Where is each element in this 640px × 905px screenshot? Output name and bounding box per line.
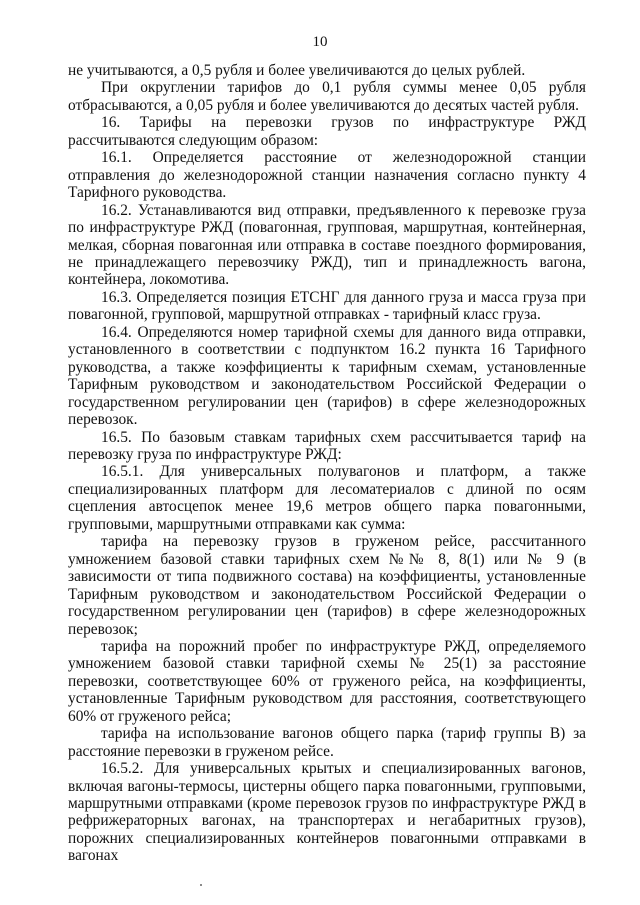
paragraph: не учитываются, а 0,5 рубля и более увеличиваются до целых рублей. bbox=[68, 62, 526, 79]
page-number: 10 bbox=[312, 34, 328, 50]
paragraph: тарифа на порожний пробег по инфраструктуре РЖД, определяемого умножением базовой ставки тарифной схемы № 25(1) за расстояние перевозки, соответствующее 60% от груженого рейса, на коэффициенты, установленные Тарифным руководством для расстояния, соответствующего 60% от груженого рейса; bbox=[68, 637, 586, 725]
paragraph: тарифа на использование вагонов общего парка (тариф группы В) за расстояние перевозки в груженом рейсе. bbox=[68, 725, 586, 760]
paragraph: 16. Тарифы на перевозки грузов по инфраструктуре РЖД рассчитываются следующим образом: bbox=[68, 114, 586, 149]
paragraph: 16.5.2. Для универсальных крытых и специализированных вагонов, включая вагоны-термосы, цистерны общего парка повагонными, групповыми, маршрутными отправками (кроме перевозок грузов по инфраструктуре РЖД в рефрижераторных вагонах, на транспортерах и негабаритных грузов), порожних специализированных контейнеров повагонными отправками в вагонах bbox=[68, 760, 586, 865]
paragraph: 16.5.1. Для универсальных полувагонов и платформ, а также специализированных платформ для лесоматериалов с длиной по осям сцепления автосцепок менее 19,6 метров общего парка повагонными, групповыми, маршрутными отправками как сумма: bbox=[68, 463, 586, 533]
paragraph: 16.4. Определяются номер тарифной схемы для данного вида отправки, установленного в соответствии с подпунктом 16.2 пункта 16 Тарифного руководства, а также коэффициенты к тарифным схемам, установленные Тарифным руководством и законодательством Российской Федерации о государственном регулировании цен (тарифов) в сфере железнодорожных перевозок. bbox=[68, 323, 586, 429]
scan-speck bbox=[200, 884, 202, 886]
paragraph: 16.5. По базовым ставкам тарифных схем рассчитывается тариф на перевозку груза по инфраструктуре РЖД: bbox=[68, 428, 586, 463]
paragraph: 16.1. Определяется расстояние от железнодорожной станции отправления до железнодорожной станции назначения согласно пункту 4 Тарифного руководства. bbox=[68, 149, 586, 202]
paragraph: тарифа на перевозку грузов в груженом рейсе, рассчитанного умножением базовой ставки тарифных схем №№ 8, 8(1) или № 9 (в зависимости от типа подвижного состава) на коэффициенты, установленные Тарифным руководством и законодательством Российской Федерации о государственном регулировании цен (тарифов) в сфере железнодорожных перевозок; bbox=[68, 533, 586, 638]
paragraph: При округлении тарифов до 0,1 рубля суммы менее 0,05 рубля отбрасываются, а 0,05 рубля и более увеличиваются до десятых частей рубля. bbox=[68, 79, 586, 114]
paragraph: 16.3. Определяется позиция ЕТСНГ для данного груза и масса груза при повагонной, групповой, маршрутной отправках - тарифный класс груза. bbox=[68, 288, 586, 324]
paragraph: 16.2. Устанавливаются вид отправки, предъявленного к перевозке груза по инфраструктуре РЖД (повагонная, групповая, маршрутная, контейнерная, мелкая, сборная повагонная или отправка в составе поездного формирования, не принадлежащего перевозчику РЖД), тип и принадлежность вагона, контейнера, локомотива. bbox=[68, 201, 586, 289]
document-body bbox=[68, 62, 586, 865]
